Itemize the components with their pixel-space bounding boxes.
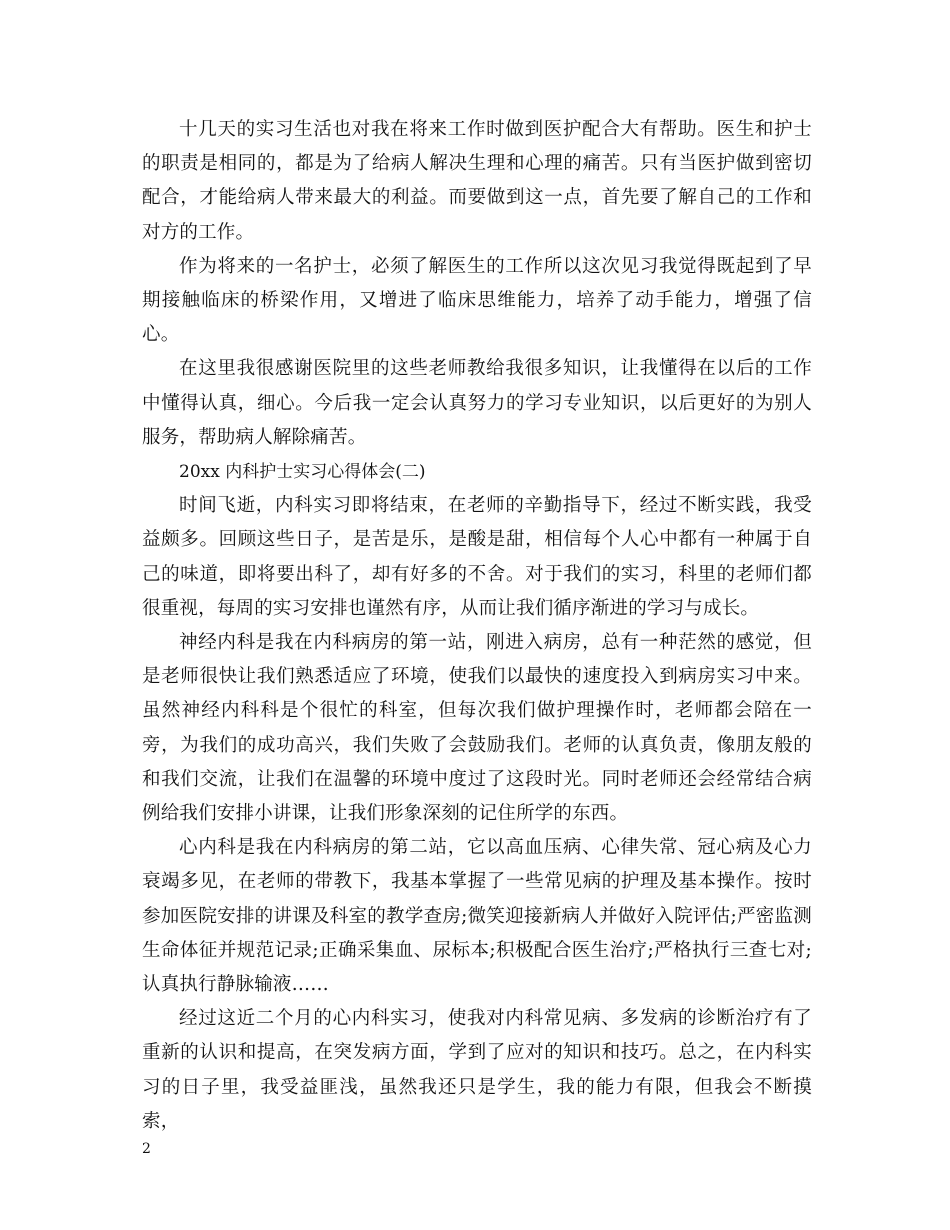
paragraph: 心内科是我在内科病房的第二站，它以高血压病、心律失常、冠心病及心力衰竭多见，在老师的带教下，我基本掌握了一些常见病的护理及基本操作。按时参加医院安排的讲课及科室的教学查房;微笑迎接新病人并做好入院评估;严密监测生命体征并规范记录;正确采集血、尿标本;积极配合医生治疗;严格执行三查七对;认真执行静脉输液…… xyxy=(142,837,812,996)
section-heading: 20xx 内科护士实习心得体会(二) xyxy=(179,462,426,483)
paragraph: 神经内科是我在内科病房的第一站，刚进入病房，总有一种茫然的感觉，但是老师很快让我们熟悉适应了环境，使我们以最快的速度投入到病房实习中来。虽然神经内科科是个很忙的科室，但每次我们做护理操作时，老师都会陪在一旁，为我们的成功高兴，我们失败了会鼓励我们。老师的认真负责，像朋友般的和我们交流，让我们在温馨的环境中度过了这段时光。同时老师还会经常结合病例给我们安排小讲课，让我们形象深刻的记住所学的东西。 xyxy=(142,632,812,825)
paragraph: 十几天的实习生活也对我在将来工作时做到医护配合大有帮助。医生和护士的职责是相同的，都是为了给病人解决生理和心理的痛苦。只有当医护做到密切配合，才能给病人带来最大的利益。而要做到这一点，首先要了解自己的工作和对方的工作。 xyxy=(142,119,812,243)
paragraph: 时间飞逝，内科实习即将结束，在老师的辛勤指导下，经过不断实践，我受益颇多。回顾这些日子，是苦是乐，是酸是甜，相信每个人心中都有一种属于自己的味道，即将要出科了，却有好多的不舍。对于我们的实习，科里的老师们都很重视，每周的实习安排也谨然有序，从而让我们循序渐进的学习与成长。 xyxy=(142,495,812,619)
page-number: 2 xyxy=(142,1141,151,1157)
paragraph: 经过这近二个月的心内科实习，使我对内科常见病、多发病的诊断治疗有了重新的认识和提高，在突发病方面，学到了应对的知识和技巧。总之，在内科实习的日子里，我受益匪浅，虽然我还只是学生，我的能力有限，但我会不断摸索， xyxy=(142,1008,812,1132)
paragraph: 在这里我很感谢医院里的这些老师教给我很多知识，让我懂得在以后的工作中懂得认真，细心。今后我一定会认真努力的学习专业知识，以后更好的为别人服务，帮助病人解除痛苦。 xyxy=(142,358,812,448)
paragraph: 作为将来的一名护士，必须了解医生的工作所以这次见习我觉得既起到了早期接触临床的桥梁作用，又增进了临床思维能力，培养了动手能力，增强了信心。 xyxy=(142,255,812,346)
document-body xyxy=(142,113,812,1139)
